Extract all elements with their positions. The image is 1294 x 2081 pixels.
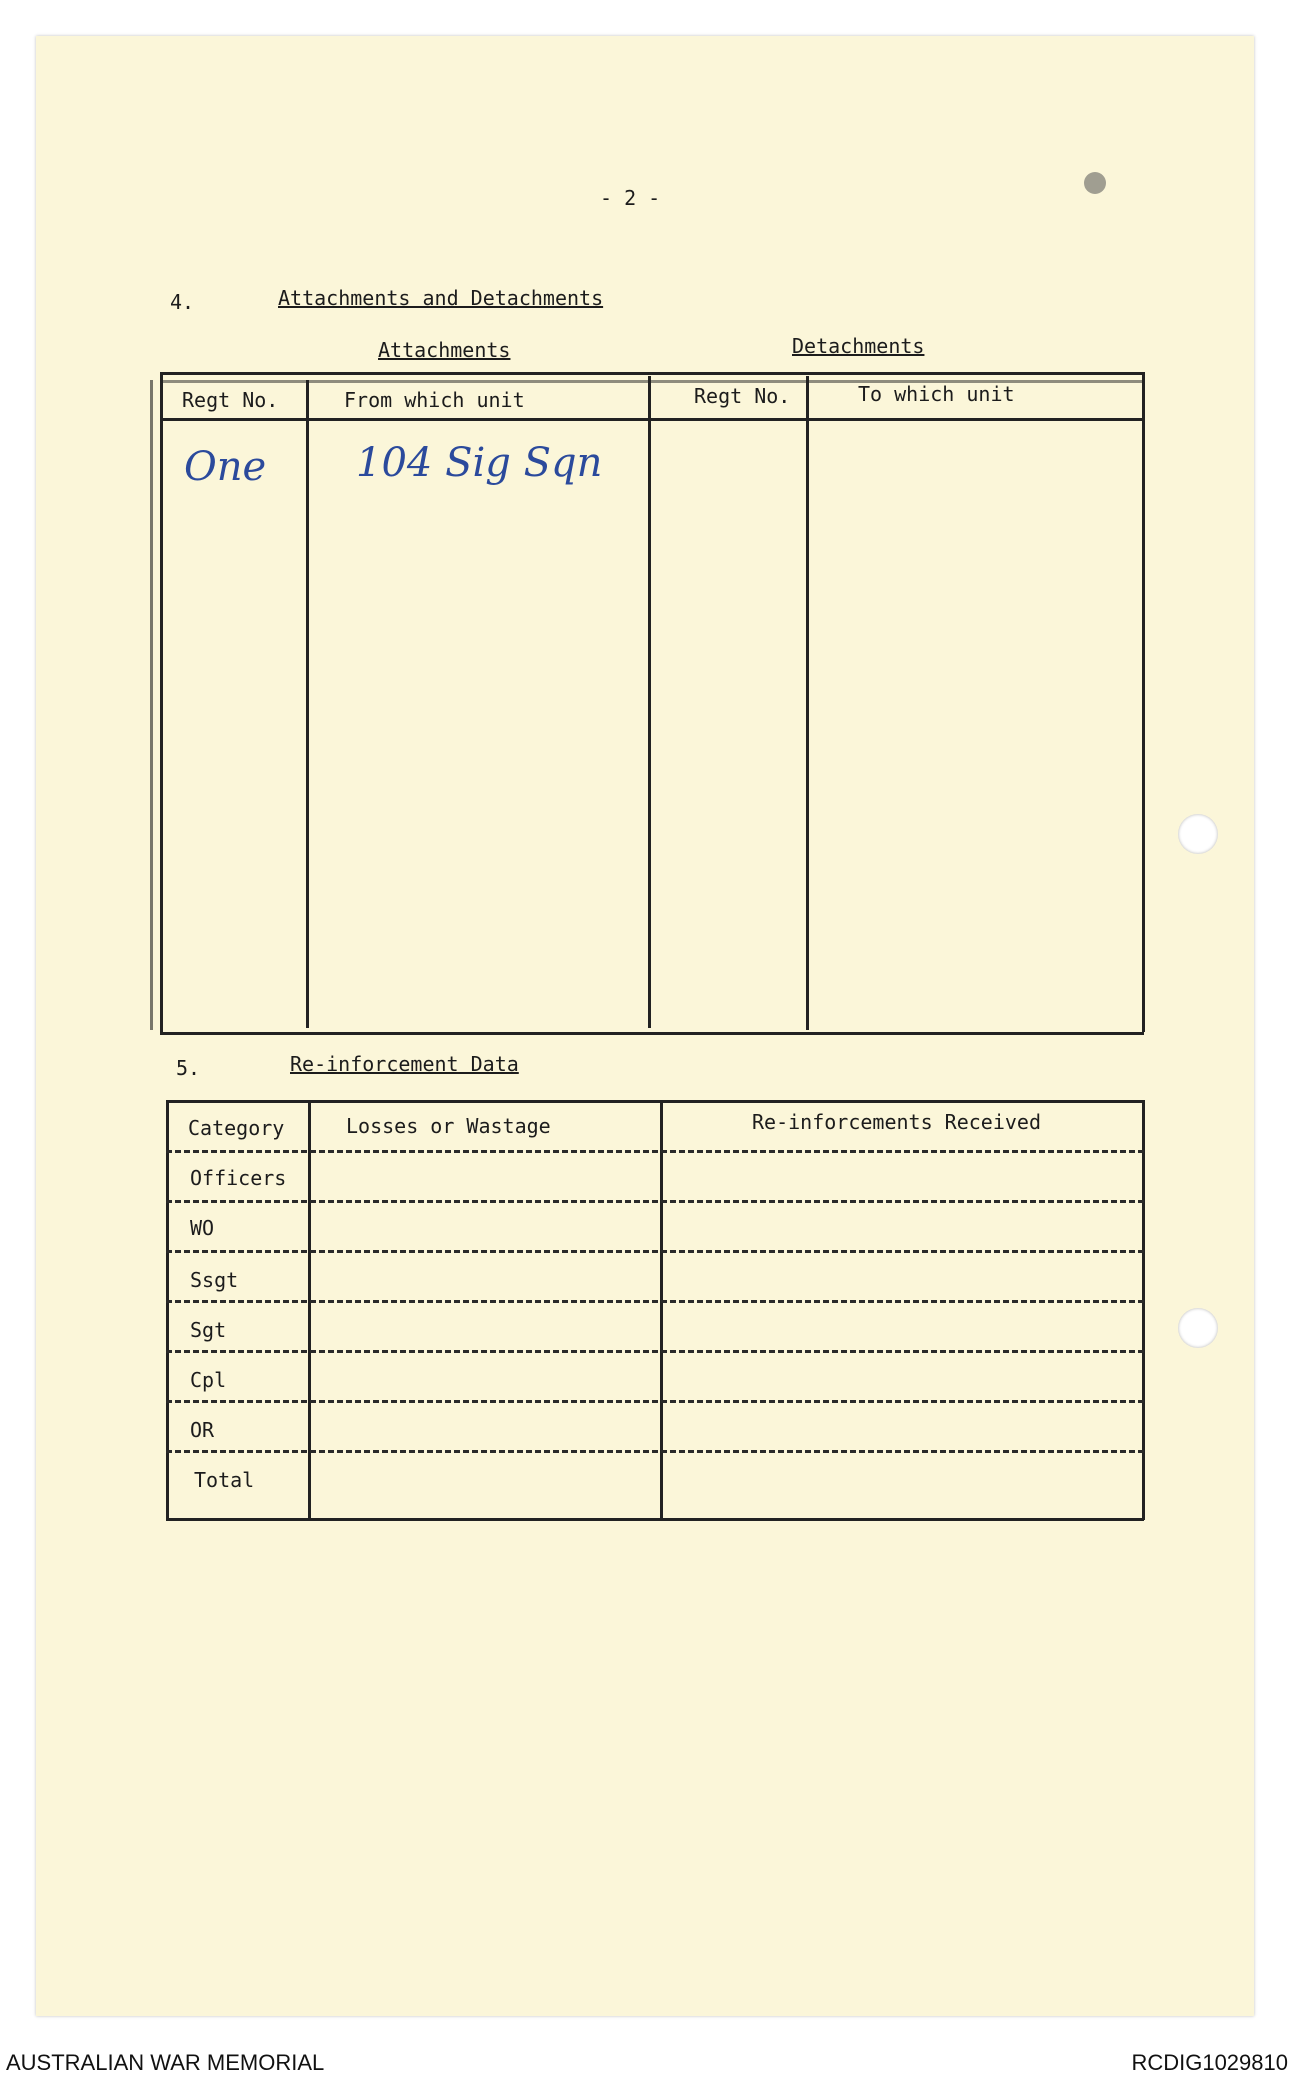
row-label-or: OR (190, 1418, 215, 1442)
row-label-ssgt: Ssgt (190, 1268, 239, 1292)
bleed-through-text (376, 158, 387, 179)
row-label-total: Total (194, 1468, 255, 1492)
header-category: Category (188, 1116, 285, 1140)
header-reinforcements-received: Re-inforcements Received (752, 1110, 1041, 1134)
section-5-title: Re-inforcement Data (290, 1052, 519, 1076)
section-4-number: 4. (170, 290, 195, 314)
header-to-which-unit: To which unit (858, 382, 1015, 406)
footer-archive-name: AUSTRALIAN WAR MEMORIAL (6, 2050, 325, 2075)
row-label-sgt: Sgt (190, 1318, 227, 1342)
header-detach-regt-no: Regt No. (694, 384, 791, 408)
document-page (36, 36, 1254, 2016)
page-number: - 2 - (600, 186, 661, 210)
attachments-label: Attachments (378, 338, 511, 362)
section-5-number: 5. (176, 1056, 201, 1080)
ink-blot (1084, 172, 1106, 194)
header-from-which-unit: From which unit (344, 388, 525, 412)
header-attach-regt-no: Regt No. (182, 388, 279, 412)
row-label-officers: Officers (190, 1166, 287, 1190)
handwritten-regt-number: One (184, 444, 267, 490)
detachments-label: Detachments (792, 334, 925, 358)
punch-hole-lower (1178, 1308, 1218, 1348)
row-label-wo: WO (190, 1216, 215, 1240)
row-label-cpl: Cpl (190, 1368, 227, 1392)
punch-hole-upper (1178, 814, 1218, 854)
handwritten-from-unit: 104 Sig Sqn (356, 440, 603, 486)
section-4-title: Attachments and Detachments (278, 286, 604, 310)
footer-item-id: RCDIG1029810 (1131, 2050, 1288, 2075)
header-losses-or-wastage: Losses or Wastage (346, 1114, 551, 1138)
